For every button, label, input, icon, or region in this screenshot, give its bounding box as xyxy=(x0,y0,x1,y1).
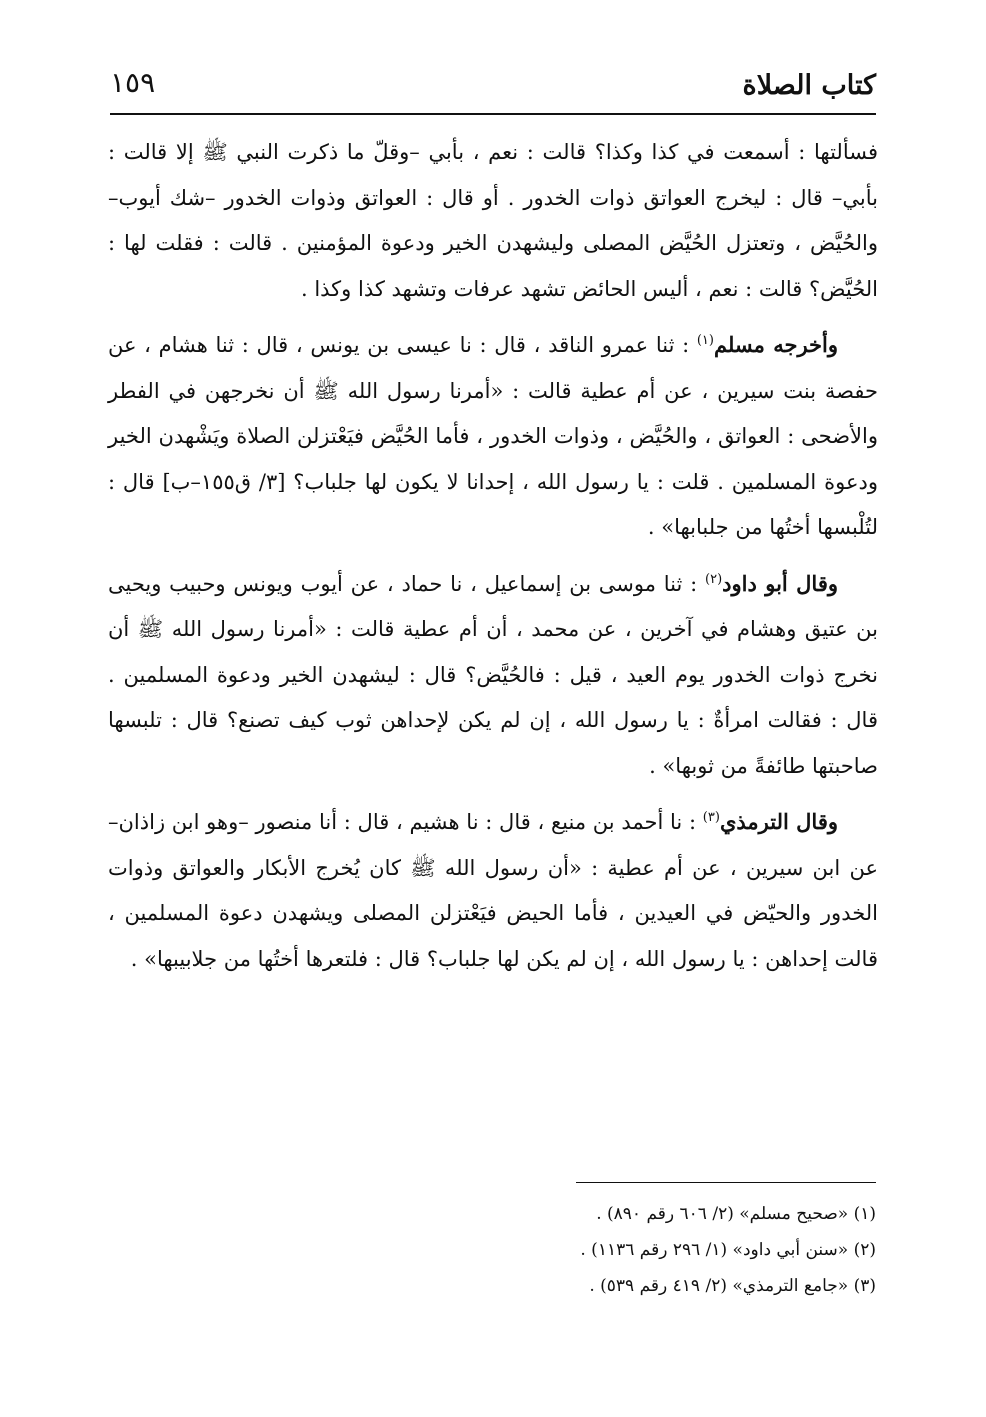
paragraph-2-text: : ثنا عمرو الناقد ، قال : نا عيسى بن يونس ، قال : ثنا هشام ، عن حفصة بنت سيرين ، عن أم عطية قالت : «أمرنا رسول الله ﷺ أن نخرجهن في الفطر والأضحى : العواتق ، والحُيَّض ، وذوات الخدور ، فأما الحُيَّض فيَعْتزلن الصلاة ويَشْهدن الخير ودعوة المسلمين . قلت : يا رسول الله ، إحدانا لا يكون لها جلباب؟ [٣/ ق١٥٥–ب] قال : لتُلْبسها أختُها من جلبابها» . xyxy=(108,333,878,539)
paragraph-1 xyxy=(108,130,878,312)
paragraph-2 xyxy=(108,322,878,551)
running-title: كتاب الصلاة xyxy=(742,70,876,101)
paragraph-3-text: : ثنا موسى بن إسماعيل ، نا حماد ، عن أيوب ويونس وحبيب ويحيى بن عتيق وهشام في آخرين ، عن محمد ، أن أم عطية قالت : «أمرنا رسول الله ﷺ أن نخرج ذوات الخدور يوم العيد ، قيل : فالحُيَّض؟ قال : ليشهدن الخير ودعوة المسلمين . قال : فقالت امرأةٌ : يا رسول الله ، إن لم يكن لإحداهن ثوب كيف تصنع؟ قال : تلبسها صاحبتها طائفةً من ثوبها» . xyxy=(108,571,878,778)
footnote-ref-1: (١) xyxy=(696,333,714,348)
source-muslim: وأخرجه مسلم xyxy=(713,332,838,357)
footnote-1: (١) «صحيح مسلم» (٢/ ٦٠٦ رقم ٨٩٠) . xyxy=(596,1204,876,1224)
footnotes xyxy=(110,1196,876,1304)
footnote-3: (٣) «جامع الترمذي» (٢/ ٤١٩ رقم ٥٣٩) . xyxy=(589,1276,876,1296)
page-number: ١٥٩ xyxy=(110,66,156,99)
source-tirmidhi: وقال الترمذي xyxy=(719,809,838,834)
footnote-ref-2: (٢) xyxy=(705,571,723,587)
paragraph-1-text: فسألتها : أسمعت في كذا وكذا؟ قالت : نعم ، بأبي –وقلّ ما ذكرت النبي ﷺ إلا قالت : بأبي– قال : ليخرج العواتق ذوات الخدور . أو قال : العواتق وذوات الخدور –شك أيوب– والحُيَّض ، وتعتزل الحُيَّض المصلى وليشهدن الخير ودعوة المؤمنين . قالت : فقلت لها : الحُيَّض؟ قالت : نعم ، أليس الحائض تشهد عرفات وتشهد كذا وكذا . xyxy=(108,140,878,301)
paragraph-3 xyxy=(108,561,878,790)
paragraph-4-text: : نا أحمد بن منيع ، قال : نا هشيم ، قال : أنا منصور –وهو ابن زاذان– عن ابن سيرين ، عن أم عطية : «أن رسول الله ﷺ كان يُخرج الأبكار والعواتق وذوات الخدور والحيّض في العيدين ، فأما الحيض فيَعْتزلن المصلى ويشهدن دعوة المسلمين ، قالت إحداهن : يا رسول الله ، إن لم يكن لها جلباب؟ قال : فلتعرها أختُها من جلابيبها» . xyxy=(108,810,878,971)
source-abu-dawud: وقال أبو داود xyxy=(722,570,839,596)
footnote-2: (٢) «سنن أبي داود» (١/ ٢٩٦ رقم ١١٣٦) . xyxy=(580,1240,876,1260)
footnote-divider xyxy=(576,1182,876,1183)
paragraph-4 xyxy=(108,799,878,982)
body-text xyxy=(108,130,878,992)
footnote-ref-3: (٣) xyxy=(702,810,720,825)
page-header xyxy=(110,62,876,112)
header-divider xyxy=(110,113,876,115)
